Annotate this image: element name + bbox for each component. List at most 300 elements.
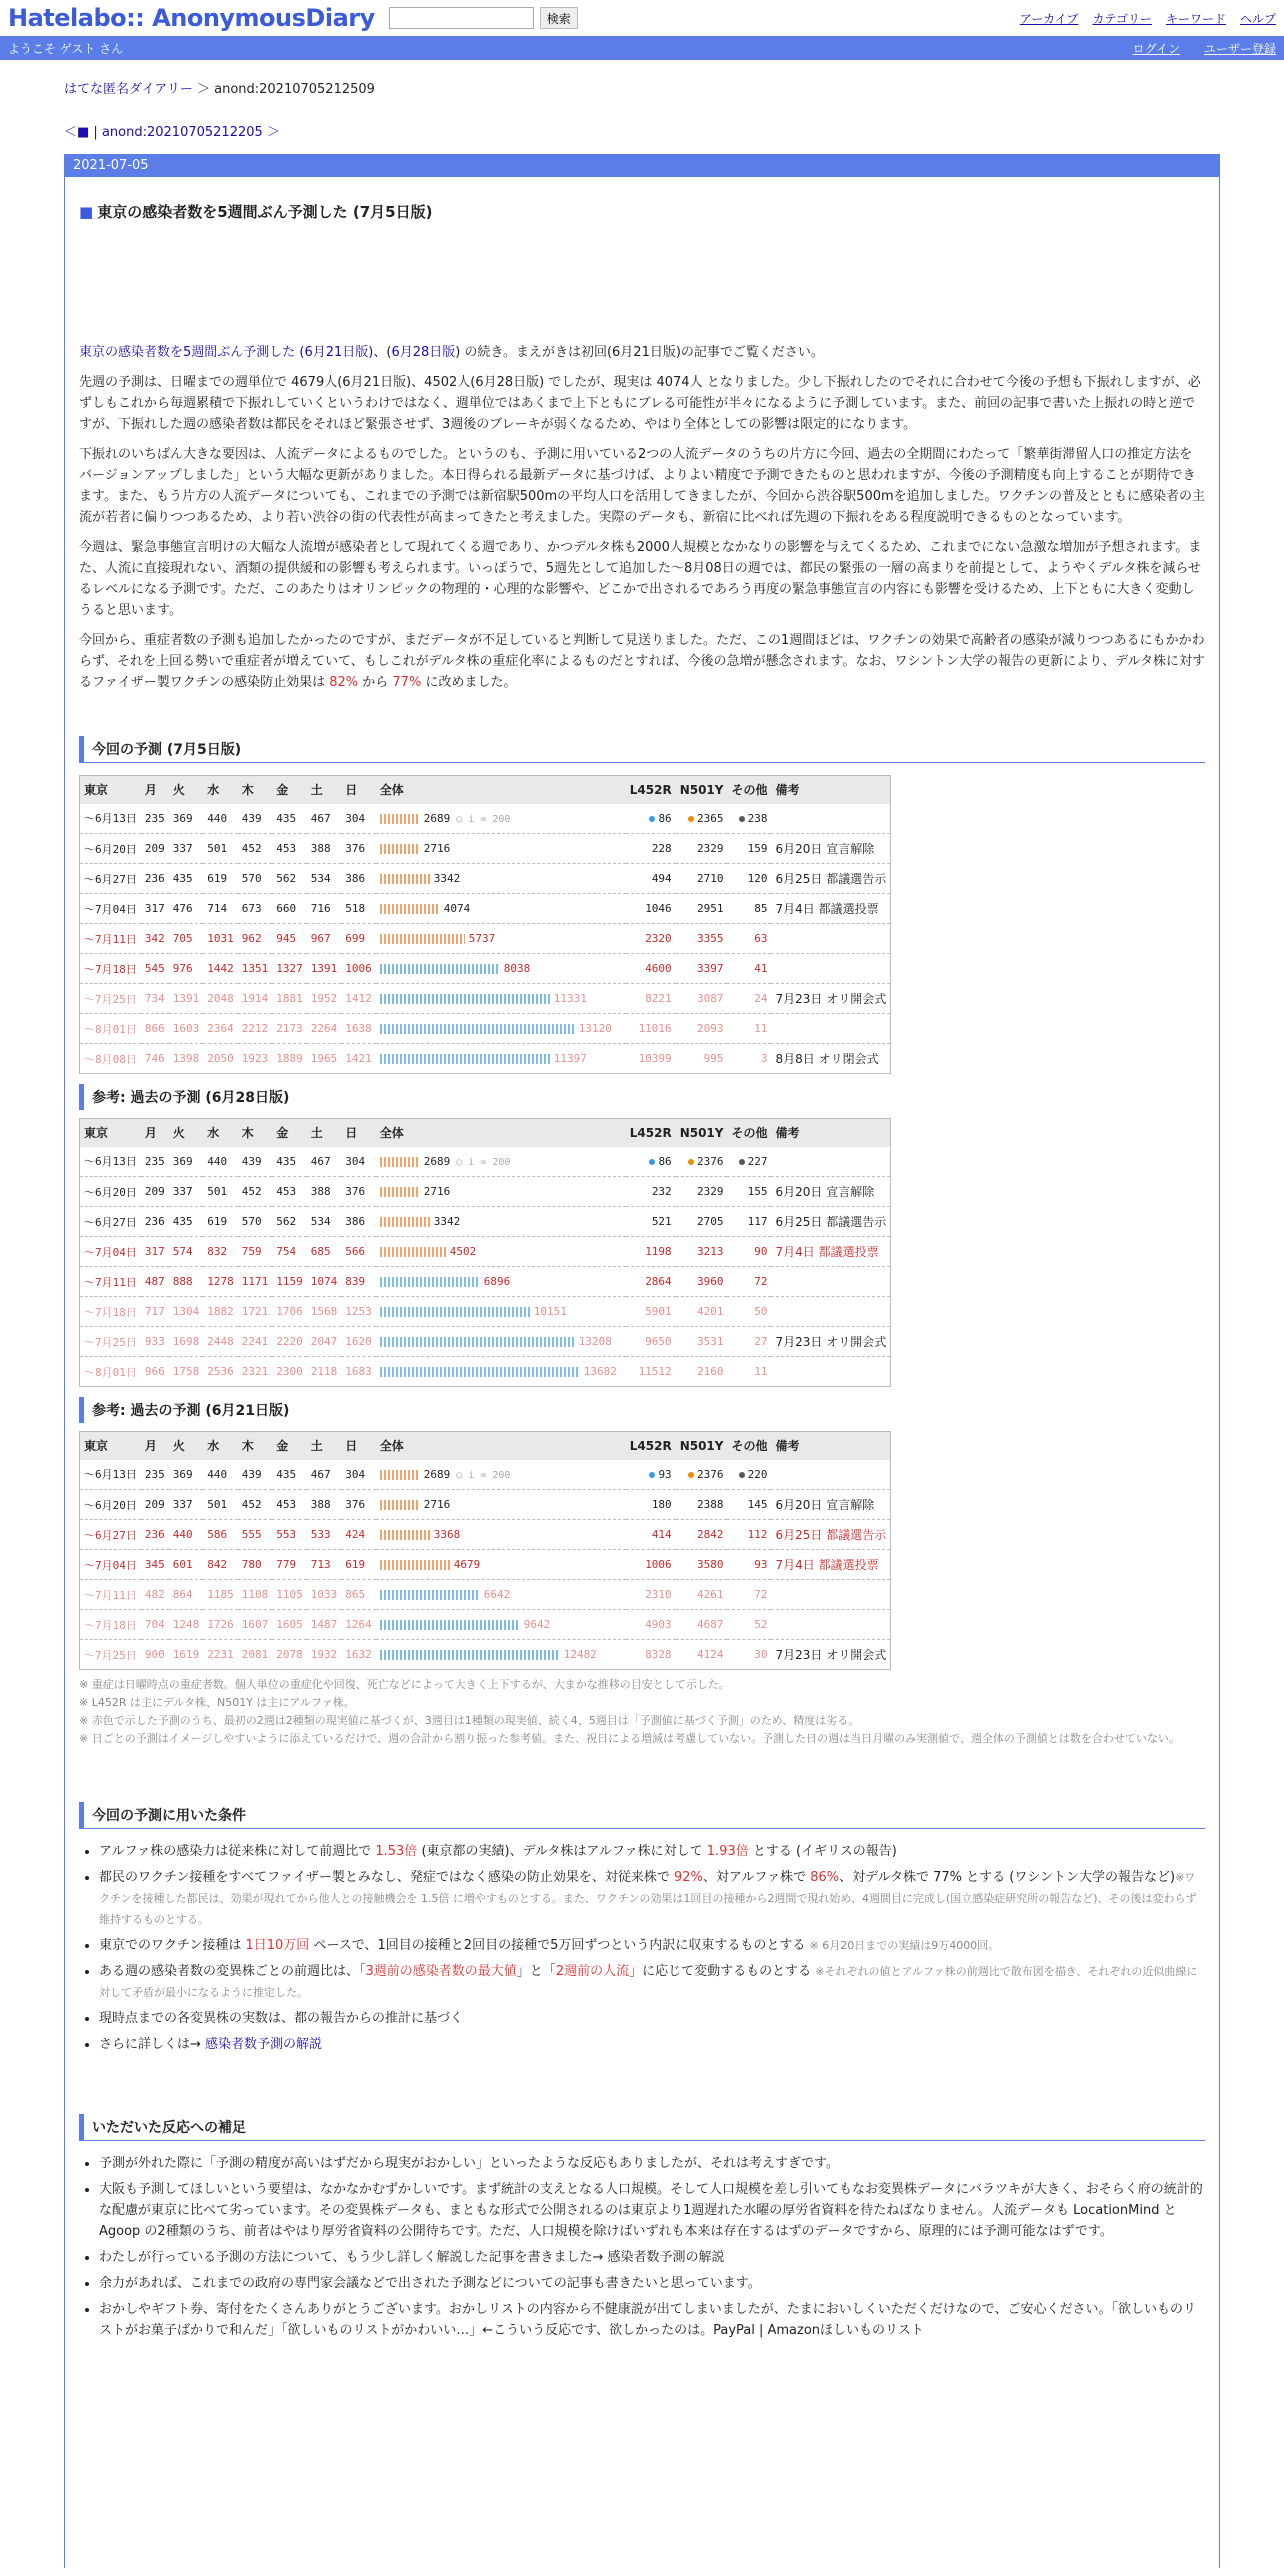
n501y-cell <box>676 984 728 1014</box>
day-cell: 900 <box>141 1640 169 1670</box>
feedback-item: • 大阪も予測してほしいという要望は、なかなかむずかしいです。まず統計の支えとなる人口規模。そして人口規模を差し引いてもなお変異株データにバラツキが大きく、おそらく府の統計的な配慮が東京に比べて劣っています。その変異株データも、まともな形式で公開されるのは東京より1週遅れた水曜の厚労省資料を待たねばなりません。人流データも LocationMind と Agoop の2種類のうち、前者はやはり厚労省資料の公開待ちです。ただ、人口規模を除けばいずれも本来は存在するはずのデータですから、原理的には予測可能なはずです。 <box>99 2179 1205 2242</box>
n501y-cell <box>676 1297 728 1327</box>
other-cell <box>727 1297 771 1327</box>
day-cell: 534 <box>307 864 342 894</box>
day-cell: 209 <box>141 834 169 864</box>
sparkline <box>380 1024 575 1034</box>
day-cell: 1248 <box>169 1610 204 1640</box>
day-cell: 2241 <box>238 1327 273 1357</box>
sparkline <box>380 1247 446 1257</box>
week-cell: ～7月04日 <box>80 894 141 924</box>
day-cell: 2220 <box>272 1327 307 1357</box>
column-header: N501Y <box>676 1432 728 1460</box>
total-value: 12482 <box>563 1648 597 1661</box>
note-cell: 6月20日 宣言解除 <box>771 1177 890 1207</box>
prev-link[interactable]: ＜■ <box>64 125 90 140</box>
l452r-value: 1046 <box>645 902 672 915</box>
nav-archive[interactable]: アーカイブ <box>1019 11 1079 26</box>
table-row <box>80 894 891 924</box>
table-row <box>80 954 891 984</box>
sparkline <box>380 874 430 884</box>
day-cell: 562 <box>272 1207 307 1237</box>
n501y-cell <box>676 1580 728 1610</box>
other-cell <box>727 1267 771 1297</box>
other-cell <box>727 1640 771 1670</box>
week-cell: ～6月20日 <box>80 1490 141 1520</box>
condition-value: 3週前の感染者数の最大値 <box>365 1964 517 1979</box>
day-cell: 1398 <box>169 1044 204 1074</box>
p4-text: から <box>358 675 393 690</box>
n501y-value: 4201 <box>696 1305 724 1318</box>
l452r-value: 1006 <box>645 1558 672 1571</box>
l452r-cell <box>626 1237 676 1267</box>
condition-text: アルファ株の感染力は従来株に対して前週比で <box>99 1844 376 1859</box>
l452r-cell <box>626 1177 676 1207</box>
n501y-value: 3531 <box>696 1335 724 1348</box>
week-cell: ～8月01日 <box>80 1357 141 1387</box>
week-cell: ～7月25日 <box>80 984 141 1014</box>
note-cell: 7月4日 都議選投票 <box>771 894 890 924</box>
total-value: 11331 <box>553 992 587 1005</box>
n501y-value: 3213 <box>696 1245 724 1258</box>
l452r-cell <box>626 984 676 1014</box>
nav-help[interactable]: ヘルプ <box>1239 11 1276 26</box>
other-cell <box>727 1357 771 1387</box>
paragraph: 今週は、緊急事態宣言明けの大幅な人流増が感染者として現れてくる週であり、かつデルタ株も2000人規模となかなりの影響を与えてくるため、これまでにない急激な増加が予想されます。また、人流に直接現れない、酒類の提供緩和の影響も考えられます。いっぽうで、5週先として追加した～8月08日の週では、都民の緊張の一層の高まりを前提として、ようやくデルタ株を減らせるレベルになる予測です。ただ、このあたりはオリンピックの物理的・心理的な影響や、どこかで出されるであろう再度の緊急事態宣言の内容にも影響を受けるため、上下ともに大きく変動しうると思います。 <box>79 540 1202 618</box>
note-cell: 8月8日 オリ閉会式 <box>771 1044 890 1074</box>
table-row <box>80 1580 891 1610</box>
column-header: 木 <box>238 1119 273 1147</box>
column-header: N501Y <box>676 1119 728 1147</box>
day-cell: 376 <box>341 834 376 864</box>
n501y-cell <box>676 1550 728 1580</box>
n501y-cell <box>676 924 728 954</box>
n501y-cell <box>676 894 728 924</box>
day-cell: 1304 <box>169 1297 204 1327</box>
day-cell: 386 <box>341 864 376 894</box>
column-header: 水 <box>203 1432 238 1460</box>
intro-rest: ) の続き。まえがきは初回(6月21日版)の記事でご覧ください。 <box>455 345 824 360</box>
sparkline <box>380 1277 480 1287</box>
week-cell: ～8月01日 <box>80 1014 141 1044</box>
day-cell: 467 <box>307 1460 342 1490</box>
sparkline <box>380 1500 420 1510</box>
table-row <box>80 924 891 954</box>
condition-value: 1.53倍 <box>375 1844 418 1859</box>
week-cell: ～7月11日 <box>80 924 141 954</box>
sparkline <box>380 844 420 854</box>
total-value: 3342 <box>433 1215 461 1228</box>
day-cell: 337 <box>169 1177 204 1207</box>
day-cell: 570 <box>238 864 273 894</box>
note-cell: 6月25日 都議選告示 <box>771 1520 890 1550</box>
other-value: 227 <box>747 1154 768 1168</box>
forecast-table-0628 <box>79 1118 1205 1387</box>
table-row <box>80 1297 891 1327</box>
day-cell: 435 <box>169 1207 204 1237</box>
total-value: 2716 <box>423 1185 451 1198</box>
column-header: 木 <box>238 776 273 804</box>
week-cell: ～7月18日 <box>80 1297 141 1327</box>
blue-dot-icon <box>649 816 655 822</box>
explanation-link[interactable]: 感染者数予測の解説 <box>205 2037 323 2052</box>
sparkline <box>380 1307 530 1317</box>
n501y-value: 3087 <box>696 992 724 1005</box>
day-cell: 440 <box>169 1520 204 1550</box>
week-cell: ～7月25日 <box>80 1327 141 1357</box>
l452r-value: 2310 <box>645 1588 672 1601</box>
day-cell: 619 <box>341 1550 376 1580</box>
l452r-value: 8328 <box>645 1648 672 1661</box>
day-cell: 236 <box>141 864 169 894</box>
n501y-cell <box>676 1147 728 1177</box>
other-value: 93 <box>754 1558 768 1571</box>
table-row <box>80 864 891 894</box>
n501y-cell <box>676 1460 728 1490</box>
user-bar <box>0 36 1284 60</box>
search-button[interactable]: 検索 <box>540 7 578 29</box>
l452r-cell <box>626 1207 676 1237</box>
l452r-cell <box>626 1014 676 1044</box>
other-cell <box>727 834 771 864</box>
total-cell <box>376 894 626 924</box>
square-icon[interactable]: ■ <box>79 203 94 221</box>
login-link[interactable]: ログイン <box>1132 41 1180 56</box>
l452r-cell <box>626 1327 676 1357</box>
n501y-cell <box>676 1357 728 1387</box>
day-cell: 1914 <box>238 984 273 1014</box>
intro-link-0621[interactable]: 東京の感染者数を5週間ぶん予測した (6月21日版) <box>79 345 374 360</box>
n501y-cell <box>676 864 728 894</box>
total-value: 4074 <box>443 902 471 915</box>
day-cell: 439 <box>238 1147 273 1177</box>
column-header: N501Y <box>676 776 728 804</box>
nav-keyword[interactable]: キーワード <box>1165 11 1226 26</box>
l452r-cell <box>626 954 676 984</box>
n501y-value: 2710 <box>696 872 724 885</box>
n501y-cell <box>676 1267 728 1297</box>
day-cell: 660 <box>272 894 307 924</box>
total-value: 2716 <box>423 842 451 855</box>
column-header: 東京 <box>80 776 141 804</box>
condition-text: 」に応じて変動するものとする <box>629 1964 816 1979</box>
other-value: 72 <box>754 1588 768 1601</box>
legend-note: ○ i = 200 <box>450 813 511 825</box>
day-cell: 1253 <box>341 1297 376 1327</box>
condition-note: ※ 6月20日までの実績は9万4000回。 <box>809 1939 1000 1952</box>
pager <box>64 121 1220 140</box>
day-cell: 1351 <box>238 954 273 984</box>
n501y-value: 2842 <box>696 1528 724 1541</box>
register-link[interactable]: ユーザー登録 <box>1203 41 1276 56</box>
l452r-cell <box>626 1520 676 1550</box>
footnote: ※ 赤色で示した予測のうち、最初の2週は2種類の現実値に基づくが、3週目は1種類の現実値、続く4、5週目は「予測値に基づく予測」のため、精度は劣る。 <box>79 1714 860 1727</box>
other-value: 238 <box>747 811 768 825</box>
day-cell: 386 <box>341 1207 376 1237</box>
day-cell: 1033 <box>307 1580 342 1610</box>
n501y-value: 4124 <box>696 1648 724 1661</box>
sparkline <box>380 1650 560 1660</box>
day-cell: 1391 <box>307 954 342 984</box>
column-header: 全体 <box>376 1432 626 1460</box>
other-value: 27 <box>754 1335 768 1348</box>
column-header: その他 <box>727 1432 771 1460</box>
day-cell: 717 <box>141 1297 169 1327</box>
sparkline <box>380 1620 520 1630</box>
day-cell: 2536 <box>203 1357 238 1387</box>
day-cell: 453 <box>272 1177 307 1207</box>
breadcrumb-current: anond:20210705212509 <box>214 82 375 97</box>
note-cell <box>771 1014 890 1044</box>
day-cell: 533 <box>307 1520 342 1550</box>
day-cell: 467 <box>307 1147 342 1177</box>
day-cell: 866 <box>141 1014 169 1044</box>
article <box>64 177 1220 2568</box>
footnote: ※ 日ごとの予測はイメージしやすいように添えているだけで、週の合計から割り振った参考値。また、祝日による増減は考慮していない。予測した日の週は当日月曜のみ実測値で、週全体の予測値とは数を合わせていない。 <box>79 1732 1180 1745</box>
day-cell: 933 <box>141 1327 169 1357</box>
other-cell <box>727 1044 771 1074</box>
day-cell: 342 <box>141 924 169 954</box>
l452r-value: 2864 <box>645 1275 672 1288</box>
l452r-value: 521 <box>651 1215 672 1228</box>
other-cell <box>727 1147 771 1177</box>
section-heading-0628: 参考: 過去の予測 (6月28日版) <box>79 1084 1205 1110</box>
total-cell <box>376 1580 626 1610</box>
l452r-cell <box>626 1490 676 1520</box>
breadcrumb-home[interactable]: はてな匿名ダイアリー <box>64 82 193 97</box>
column-header: 金 <box>272 1119 307 1147</box>
other-value: 30 <box>754 1648 768 1661</box>
total-value: 2689 <box>423 1467 451 1481</box>
l452r-value: 494 <box>651 872 672 885</box>
note-cell: 6月20日 宣言解除 <box>771 1490 890 1520</box>
condition-text: (東京都の実績)、デルタ株はアルファ株に対して <box>417 1844 707 1859</box>
day-cell: 832 <box>203 1237 238 1267</box>
day-cell: 962 <box>238 924 273 954</box>
day-cell: 1171 <box>238 1267 273 1297</box>
other-cell <box>727 1460 771 1490</box>
table-row <box>80 984 891 1014</box>
column-header: 日 <box>341 776 376 804</box>
week-cell: ～7月25日 <box>80 1640 141 1670</box>
day-cell: 376 <box>341 1490 376 1520</box>
total-value: 9642 <box>523 1618 551 1631</box>
week-cell: ～6月27日 <box>80 1207 141 1237</box>
day-cell: 235 <box>141 1460 169 1490</box>
column-header: 備考 <box>771 776 890 804</box>
l452r-value: 4600 <box>645 962 672 975</box>
other-value: 220 <box>747 1467 768 1481</box>
sparkline <box>380 1470 420 1480</box>
sparkline <box>380 964 500 974</box>
day-cell: 501 <box>203 1177 238 1207</box>
day-cell: 713 <box>307 1550 342 1580</box>
other-value: 159 <box>747 842 768 855</box>
total-value: 13208 <box>578 1335 612 1348</box>
day-cell: 619 <box>203 1207 238 1237</box>
legend-note: ○ i = 200 <box>450 1469 511 1481</box>
other-cell <box>727 1207 771 1237</box>
other-cell <box>727 1327 771 1357</box>
day-cell: 1619 <box>169 1640 204 1670</box>
condition-item <box>99 2008 1205 2029</box>
other-value: 63 <box>754 932 768 945</box>
week-cell: ～8月08日 <box>80 1044 141 1074</box>
total-value: 13120 <box>578 1022 612 1035</box>
table-row <box>80 1327 891 1357</box>
day-cell: 337 <box>169 1490 204 1520</box>
column-header: 日 <box>341 1432 376 1460</box>
condition-value: 92% <box>673 1870 703 1885</box>
day-cell: 1698 <box>169 1327 204 1357</box>
week-cell: ～6月27日 <box>80 1520 141 1550</box>
column-header: 火 <box>169 1432 204 1460</box>
l452r-cell <box>626 1580 676 1610</box>
note-cell <box>771 1267 890 1297</box>
other-value: 90 <box>754 1245 768 1258</box>
forecast-table <box>79 1431 891 1670</box>
day-cell: 369 <box>169 804 204 834</box>
l452r-cell <box>626 864 676 894</box>
total-value: 5737 <box>468 932 496 945</box>
search-input[interactable] <box>389 7 534 29</box>
day-cell: 888 <box>169 1267 204 1297</box>
condition-text: とする (イギリスの報告) <box>748 1844 897 1859</box>
day-cell: 209 <box>141 1177 169 1207</box>
l452r-cell <box>626 894 676 924</box>
total-cell <box>376 804 626 834</box>
day-cell: 440 <box>203 1147 238 1177</box>
day-cell: 574 <box>169 1237 204 1267</box>
nav-category[interactable]: カテゴリー <box>1092 11 1152 26</box>
column-header: 土 <box>307 1119 342 1147</box>
condition-text: 東京でのワクチン接種は <box>99 1938 246 1953</box>
sparkline <box>380 1217 430 1227</box>
sparkline <box>380 934 465 944</box>
l452r-cell <box>626 924 676 954</box>
day-cell: 424 <box>341 1520 376 1550</box>
next-link[interactable]: anond:20210705212205 ＞ <box>101 125 280 140</box>
column-header: 火 <box>169 776 204 804</box>
day-cell: 945 <box>272 924 307 954</box>
day-cell: 317 <box>141 1237 169 1267</box>
condition-item <box>99 1841 1205 1862</box>
orange-dot-icon <box>688 1159 694 1165</box>
week-cell: ～6月13日 <box>80 1147 141 1177</box>
l452r-value: 1198 <box>645 1245 672 1258</box>
note-cell: 7月4日 都議選投票 <box>771 1237 890 1267</box>
day-cell: 1031 <box>203 924 238 954</box>
total-cell <box>376 1044 626 1074</box>
n501y-value: 2376 <box>696 1467 724 1481</box>
column-header: 月 <box>141 776 169 804</box>
orange-dot-icon <box>688 1472 694 1478</box>
table-row <box>80 1640 891 1670</box>
week-cell: ～6月27日 <box>80 864 141 894</box>
other-cell <box>727 1014 771 1044</box>
other-cell <box>727 804 771 834</box>
day-cell: 1706 <box>272 1297 307 1327</box>
total-value: 3342 <box>433 872 461 885</box>
l452r-value: 86 <box>658 811 672 825</box>
n501y-value: 2329 <box>696 1185 724 1198</box>
day-cell: 452 <box>238 1177 273 1207</box>
sparkline <box>380 994 550 1004</box>
column-header: 金 <box>272 776 307 804</box>
gray-dot-icon <box>739 816 745 822</box>
day-cell: 1391 <box>169 984 204 1014</box>
day-cell: 435 <box>272 1460 307 1490</box>
l452r-value: 232 <box>651 1185 672 1198</box>
other-cell <box>727 894 771 924</box>
l452r-value: 11512 <box>638 1365 672 1378</box>
note-cell <box>771 1357 890 1387</box>
day-cell: 1487 <box>307 1610 342 1640</box>
n501y-cell <box>676 804 728 834</box>
site-logo[interactable]: Hatelabo:: AnonymousDiary <box>8 4 375 32</box>
table-row <box>80 1014 891 1044</box>
other-value: 24 <box>754 992 768 1005</box>
day-cell: 388 <box>307 1490 342 1520</box>
n501y-cell <box>676 1610 728 1640</box>
day-cell: 345 <box>141 1550 169 1580</box>
forecast-table-0705 <box>79 775 1205 1074</box>
condition-note: ※ワクチンを接種した都民は、効果が現れてから他人との接触機会を 1.5倍 に増やすものとする。また、ワクチンの効果は1回目の接種から2週間で現れ始め、4週間目に完成し(国立感染症研究所の報告など)、その後は変わらず維持するものとする。 <box>99 1871 1197 1926</box>
l452r-value: 180 <box>651 1498 672 1511</box>
day-cell: 1882 <box>203 1297 238 1327</box>
other-cell <box>727 1490 771 1520</box>
day-cell: 476 <box>169 894 204 924</box>
l452r-cell <box>626 1297 676 1327</box>
day-cell: 2264 <box>307 1014 342 1044</box>
day-cell: 452 <box>238 834 273 864</box>
column-header: L452R <box>626 1432 676 1460</box>
day-cell: 1105 <box>272 1580 307 1610</box>
feedback-item: • わたしが行っている予測の方法について、もう少し詳しく解説した記事を書きました→ 感染者数予測の解説 <box>99 2247 1205 2268</box>
table-header-row <box>80 776 891 804</box>
total-cell <box>376 1267 626 1297</box>
condition-item <box>99 1867 1205 1930</box>
day-cell: 2047 <box>307 1327 342 1357</box>
day-cell: 452 <box>238 1490 273 1520</box>
n501y-value: 995 <box>703 1052 724 1065</box>
footnotes <box>79 1676 1205 1748</box>
condition-note: ※それぞれの値とアルファ株の前週比で散布図を描き、それぞれの近似曲線に対して矛盾が最小になるように推定した。 <box>99 1965 1198 1999</box>
orange-dot-icon <box>688 816 694 822</box>
intro-link-0628[interactable]: 6月28日版 <box>391 345 456 360</box>
table-row <box>80 1520 891 1550</box>
condition-item <box>99 1961 1205 2003</box>
day-cell: 388 <box>307 1177 342 1207</box>
day-cell: 864 <box>169 1580 204 1610</box>
day-cell: 388 <box>307 834 342 864</box>
column-header: その他 <box>727 1119 771 1147</box>
week-cell: ～6月20日 <box>80 834 141 864</box>
other-value: 85 <box>754 902 768 915</box>
week-cell: ～7月11日 <box>80 1580 141 1610</box>
paragraph: 下振れのいちばん大きな要因は、人流データによるものでした。というのも、予測に用いている2つの人流データのうちの片方に今回、過去の全期間にわたって「繁華街滞留人口の推定方法をバージョンアップしました」という大幅な更新がありました。本日得られる最新データに基づけば、よりよい精度で予測できたものと思われますが、今後の予測精度も向上することが期待できます。また、もう片方の人流データについても、これまでの予測では新宿駅500mの平均人口を活用してきましたが、今回から渋谷駅500mを追加しました。ワクチンの普及とともに感染者の主流が若者に偏りつつあるため、より若い渋谷の街の代表性が高まってきたと考えました。実際のデータも、新宿に比べれば先週の下振れをある程度説明できるものとなっています。 <box>79 447 1206 525</box>
intro-paragraph <box>79 342 1205 363</box>
l452r-cell <box>626 1640 676 1670</box>
day-cell: 435 <box>169 864 204 894</box>
day-cell: 435 <box>272 804 307 834</box>
day-cell: 1721 <box>238 1297 273 1327</box>
breadcrumb <box>64 78 1220 97</box>
day-cell: 2078 <box>272 1640 307 1670</box>
other-cell <box>727 1177 771 1207</box>
total-value: 2689 <box>423 1154 451 1168</box>
other-cell <box>727 1520 771 1550</box>
